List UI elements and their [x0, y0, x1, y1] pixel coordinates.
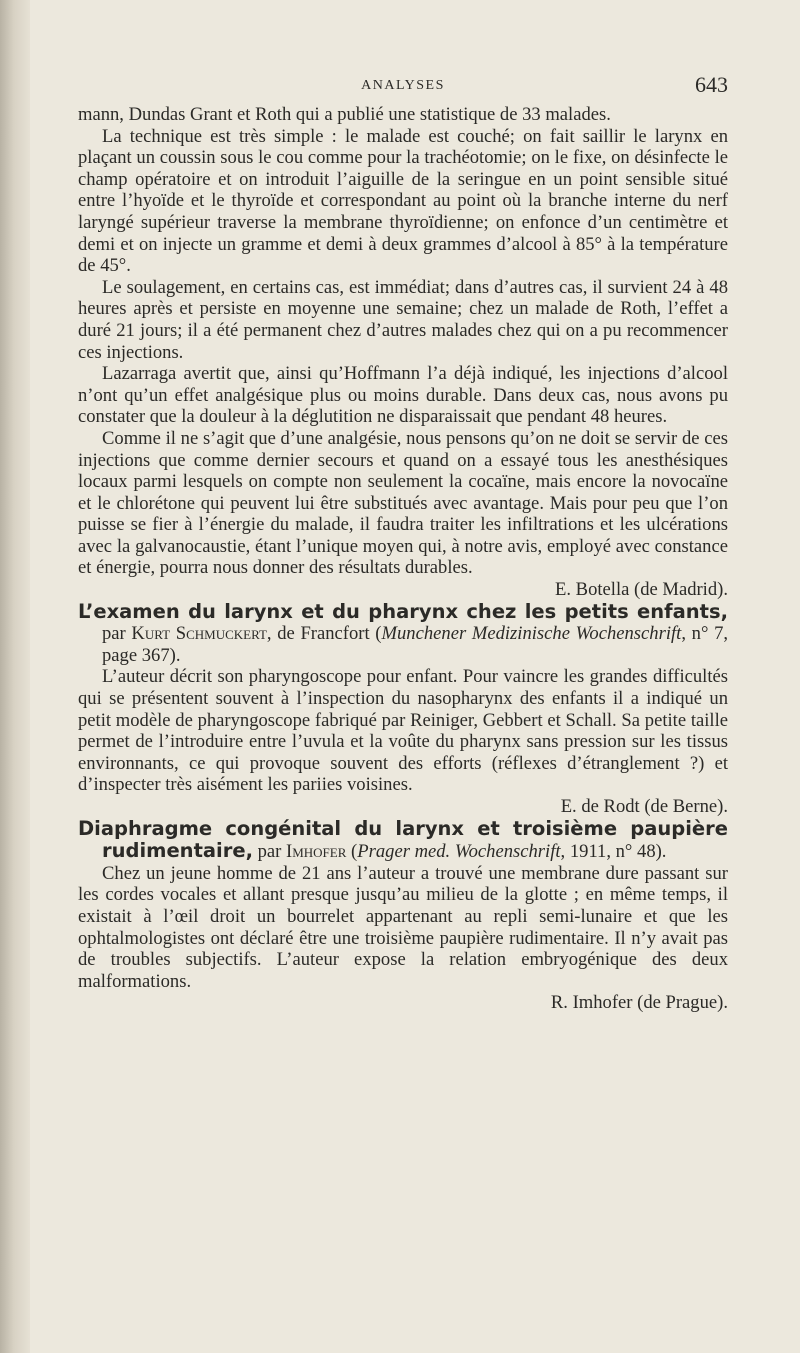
- paragraph: La technique est très simple : le malade est couché; on fait saillir le larynx en plaçant un coussin sous le cou comme pour la trachéotomie; on le fixe, on désinfecte le champ opératoire et on introduit l’aiguille de la seringue en un point sensible situé entre l’hyoïde et le thyroïde et correspondant au point où la branche interne du nerf laryngé supérieur traverse la membrane thyroïdienne; on enfonce d’un centimètre et demi et on injecte un gramme et demi à deux grammes d’alcool à 85° à la température de 45°.: [78, 125, 728, 277]
- paragraph: Lazarraga avertit que, ainsi qu’Hoffmann l’a déjà indiqué, les injections d’alcool n’ont qu’un effet analgésique plus ou moins durable. Dans deux cas, nous avons pu constater que la douleur à la déglutition ne disparaissait que pendant 48 heures.: [78, 363, 728, 428]
- article-author: Kurt Schmuckert: [131, 623, 267, 645]
- byline-text: , de Francfort (: [266, 623, 382, 645]
- page-number: 643: [695, 72, 728, 97]
- paragraph: Chez un jeune homme de 21 ans l’auteur a trouvé une membrane dure passant sur les cordes vocales et allant presque jusqu’au milieu de la glotte ; en même temps, il existait à l’œil droit un bourrelet appartenant au repli semi-lunaire et que les ophtalmologistes ont déclaré être une troisième paupière rudimentaire. Il n’y avait pas de troubles subjectifs. L’auteur expose la relation embryogénique des deux malformations.: [78, 862, 728, 992]
- journal-name: Prager med. Wochenschrift: [357, 841, 561, 863]
- journal-name: Munchener Medizinische Wochenschrift: [381, 623, 682, 645]
- article-heading: [78, 818, 728, 863]
- paragraph: Comme il ne s’agit que d’une analgésie, nous pensons qu’on ne doit se servir de ces injections que comme dernier secours et quand on a essayé tous les anesthésiques locaux parmi lesquels on compte non seulement la cocaïne, mais encore la novocaïne et le chlorétone qui peuvent lui être substitués avec avantage. Mais pour peu que l’on puisse se fier à l’énergie du malade, il faudra traiter les infiltrations et les ulcérations avec la galvanocaustie, étant l’unique moyen qui, à notre avis, employé avec constance et énergie, pourra nous donner des résultats durables.: [78, 427, 728, 579]
- running-header: [78, 70, 728, 104]
- signature: E. de Rodt (de Berne).: [560, 796, 728, 817]
- article-author: Imhofer: [286, 841, 347, 863]
- reference: , 1911, n° 48).: [560, 841, 667, 863]
- running-title: ANALYSES: [361, 78, 445, 93]
- reference: , n° 7, page 367).: [102, 623, 729, 666]
- byline-text: par: [252, 841, 287, 863]
- paragraph: Le soulagement, en certains cas, est immédiat; dans d’autres cas, il survient 24 à 48 heures après et persiste en moyenne une semaine; chez un malade de Roth, l’effet a duré 21 jours; il a été permanent chez d’autres malades chez qui on a pu recommencer ces injections.: [78, 276, 728, 363]
- paragraph: mann, Dundas Grant et Roth qui a publié une statistique de 33 malades.: [78, 104, 611, 125]
- signature: E. Botella (de Madrid).: [555, 579, 728, 601]
- article-title: L’examen du larynx et du pharynx chez les petits enfants,: [78, 599, 728, 623]
- signature: R. Imhofer (de Prague).: [550, 992, 728, 1014]
- byline-text: (: [346, 841, 358, 863]
- article-heading: [78, 601, 728, 667]
- article-title: Diaphragme congénital du larynx et troisième paupière rudimentaire,: [78, 816, 728, 863]
- body-text: [78, 104, 728, 1014]
- page: [78, 70, 728, 1014]
- byline-text: par: [102, 623, 132, 645]
- paragraph: L’auteur décrit son pharyngoscope pour enfant. Pour vaincre les grandes difficultés qui se présentent souvent à l’inspection du nasopharynx des enfants il a indiqué un petit modèle de pharyngoscope fabriqué par Reiniger, Gebbert et Schall. Sa petite taille permet de l’introduire entre l’uvula et la voûte du pharynx sans pression sur les tissus environnants, ce qui provoque souvent des efforts (réflexes d’étranglement ?) et d’inspecter très aisément les pariies voisines.: [78, 666, 728, 796]
- book-binding-edge: [0, 0, 30, 1353]
